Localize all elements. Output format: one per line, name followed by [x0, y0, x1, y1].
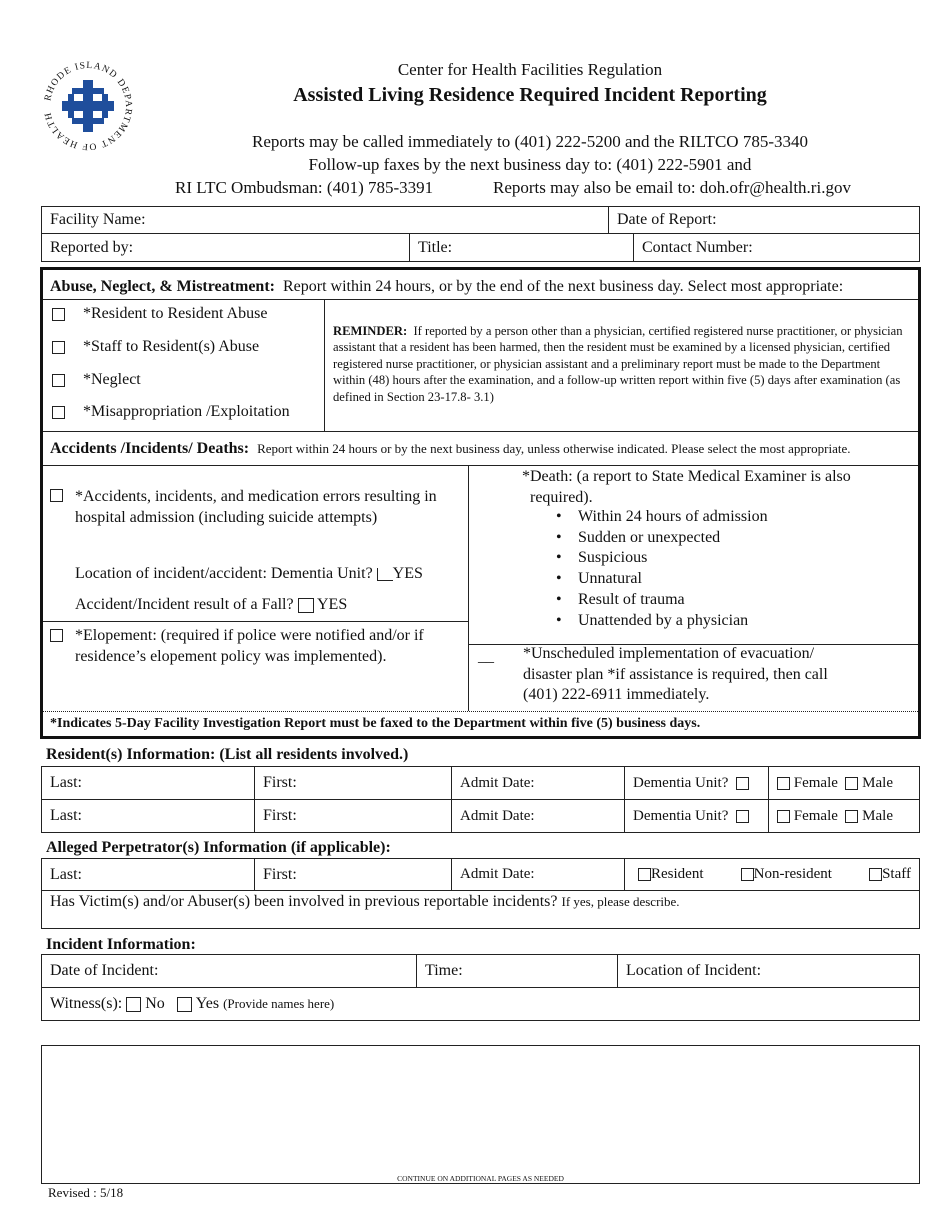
resident-first-field[interactable]: First: — [263, 807, 297, 824]
phone-line: Reports may be called immediately to (401) 222-5200 and the RILTCO 785-3340 — [251, 132, 808, 151]
contact-number-field[interactable]: Contact Number: — [642, 238, 753, 256]
reported-by-field[interactable]: Reported by: — [50, 238, 134, 256]
perpetrator-heading: Alleged Perpetrator(s) Information (if applicable): — [46, 839, 391, 856]
hospital-admission-option: *Accidents, incidents, and medication errors resulting in hospital admission (including suicide attempts) — [75, 488, 437, 526]
ombudsman-line: RI LTC Ombudsman: (401) 785-3391 — [175, 178, 434, 197]
death-criteria-list — [522, 507, 768, 631]
evacuation-blank[interactable]: __ — [478, 648, 494, 665]
accidents-heading: Accidents /Incidents/ Deaths: Report within 24 hours or by the next business day, unless otherwise indicated. Please select the most appropriate. — [50, 440, 851, 457]
email-line: Reports may also be email to: doh.ofr@health.ri.gov — [493, 178, 851, 197]
neglect-option[interactable]: *Neglect — [52, 371, 141, 389]
svg-text:RHODE ISLAND DEPARTMENT OF HEA: RHODE ISLAND DEPARTMENT OF HEALTH — [43, 60, 134, 152]
resident-admit-date-field[interactable]: Admit Date: — [460, 807, 535, 824]
date-of-report-field[interactable]: Date of Report: — [617, 211, 717, 228]
resident-first-field[interactable]: First: — [263, 774, 297, 791]
death-criterion: • Sudden or unexpected — [522, 528, 768, 549]
checkbox[interactable] — [52, 374, 65, 387]
resident-dementia-unit[interactable]: Dementia Unit? — [625, 767, 768, 799]
death-criterion: • Unattended by a physician — [522, 611, 768, 632]
facility-name-field[interactable]: Facility Name: — [50, 211, 146, 228]
death-option: *Death: (a report to State Medical Examiner is also required). — [522, 468, 851, 506]
residents-heading: Resident(s) Information: (List all residents involved.) — [46, 746, 409, 763]
resident-last-field[interactable]: Last: — [50, 807, 82, 824]
resident-gender[interactable]: Female Male — [769, 800, 919, 832]
date-of-incident-field[interactable]: Date of Incident: — [50, 962, 159, 979]
elopement-option: *Elopement: (required if police were notified and/or if residence’s elopement policy was implemented). — [75, 627, 424, 665]
location-of-incident-field[interactable]: Location of Incident: — [626, 962, 762, 979]
death-criterion: • Result of trauma — [522, 590, 768, 611]
perpetrator-first-field[interactable]: First: — [263, 865, 297, 883]
evacuation-option: *Unscheduled implementation of evacuation/ disaster plan *if assistance is required, then call (401) 222-6911 immediately. — [523, 645, 828, 704]
elopement-checkbox[interactable] — [50, 626, 63, 644]
death-criterion: • Suspicious — [522, 548, 768, 569]
perpetrator-admit-date-field[interactable]: Admit Date: — [460, 866, 535, 882]
time-field[interactable]: Time: — [425, 962, 463, 979]
death-criterion: • Within 24 hours of admission — [522, 507, 768, 528]
checkbox[interactable] — [52, 308, 65, 321]
fax-line: Follow-up faxes by the next business day to: (401) 222-5901 and — [308, 155, 752, 174]
reminder-text: REMINDER: If reported by a person other than a physician, certified registered nurse practitioner, or physician assistant that a resident has been harmed, then the resident must be examined by a licensed physician, certified registered nurse practitioner, or physician assistant and a preliminary report must be made to the Department within (48) hours after the examination, and a follow-up written report within five (5) days after examination (as defined in Section 23-17.8- 3.1) — [333, 324, 903, 404]
staff-to-resident-abuse-option[interactable]: *Staff to Resident(s) Abuse — [52, 338, 259, 356]
witness-row[interactable]: Witness(s): No Yes (Provide names here) — [50, 995, 335, 1012]
perpetrator-type[interactable]: Resident Non-resident Staff — [632, 859, 917, 890]
checkbox[interactable] — [52, 341, 65, 354]
fall-yes-checkbox[interactable] — [298, 598, 314, 613]
doh-seal-logo — [38, 56, 138, 156]
death-criterion: • Unnatural — [522, 569, 768, 590]
perpetrator-last-field[interactable]: Last: — [50, 865, 82, 883]
misappropriation-option[interactable]: *Misappropriation /Exploitation — [52, 403, 290, 421]
resident-gender[interactable]: Female Male — [769, 767, 919, 799]
resident-admit-date-field[interactable]: Admit Date: — [460, 774, 535, 791]
description-box[interactable] — [41, 1045, 920, 1184]
checkbox[interactable] — [52, 406, 65, 419]
previous-incidents-question[interactable]: Has Victim(s) and/or Abuser(s) been involved in previous reportable incidents? If yes, please describe. — [50, 893, 680, 910]
abuse-heading: Abuse, Neglect, & Mistreatment: Report within 24 hours, or by the end of the next business day. Select most appropriate: — [50, 278, 844, 295]
continue-note: CONTINUE ON ADDITIONAL PAGES AS NEEDED — [397, 1174, 564, 1183]
title-field[interactable]: Title: — [418, 238, 453, 256]
dementia-yes-checkbox[interactable] — [377, 568, 393, 581]
dementia-location-question: Location of incident/accident: Dementia Unit? YES — [75, 565, 423, 582]
agency-name: Center for Health Facilities Regulation — [397, 60, 663, 79]
revised-date: Revised : 5/18 — [48, 1185, 124, 1200]
resident-last-field[interactable]: Last: — [50, 774, 82, 791]
fall-question: Accident/Incident result of a Fall? YES — [75, 596, 348, 613]
hospital-admission-checkbox[interactable] — [50, 486, 63, 504]
five-day-footnote: *Indicates 5-Day Facility Investigation Report must be faxed to the Department within five (5) business days. — [50, 716, 701, 731]
incident-heading: Incident Information: — [46, 936, 196, 953]
resident-dementia-unit[interactable]: Dementia Unit? — [625, 800, 768, 832]
form-title: Assisted Living Residence Required Incident Reporting — [293, 84, 767, 106]
resident-to-resident-abuse-option[interactable]: *Resident to Resident Abuse — [52, 305, 267, 323]
